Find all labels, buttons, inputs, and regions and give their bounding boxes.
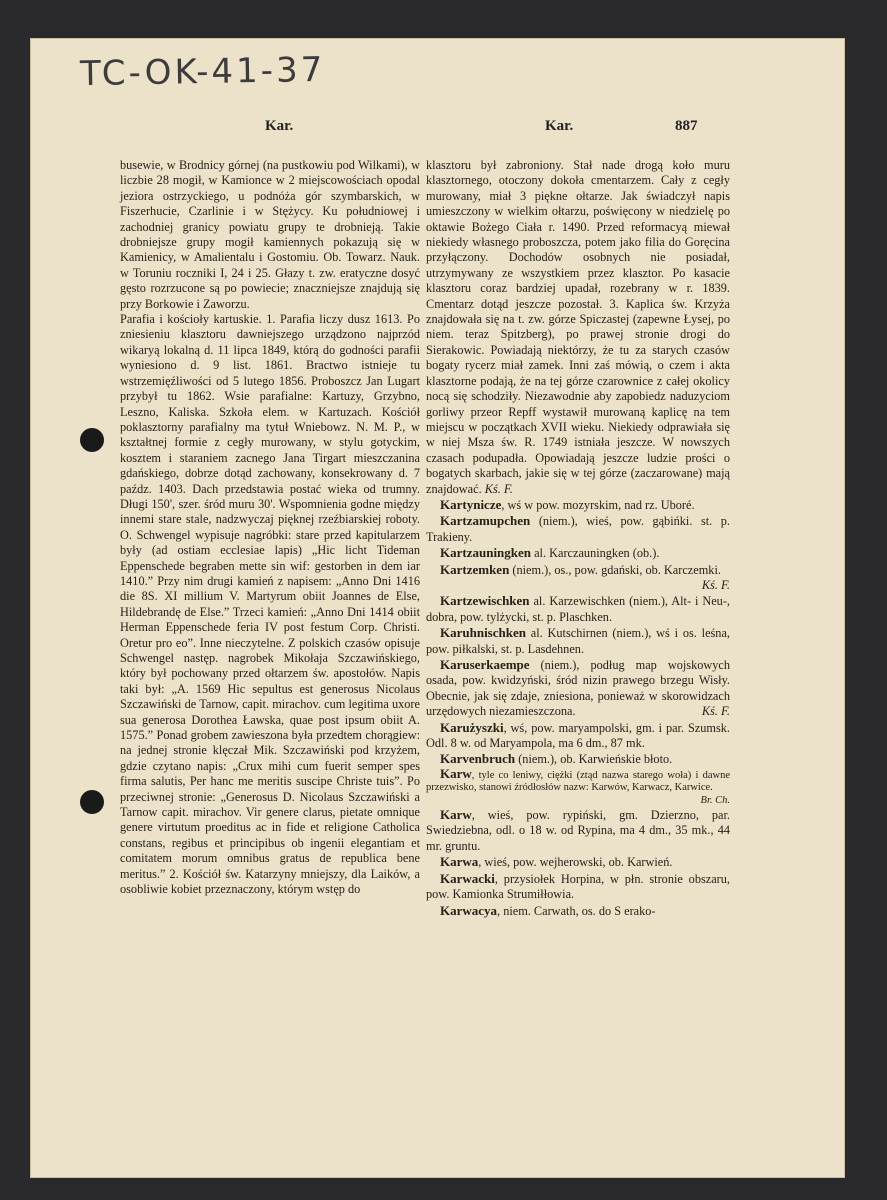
entry-text: , wieś, pow. rypiński, gm. Dzierzno, par. Swiedziebna, odl. o 18 w. od Rypina, ma 4 dm., 35 mk., 44 mr. gruntu.	[426, 808, 730, 853]
entry-text: (niem.), os., pow. gdański, ob. Karczemki.	[509, 562, 721, 577]
left-column	[120, 158, 420, 898]
entry-headword: Kartzewischken	[440, 593, 530, 609]
document-page	[30, 38, 845, 1178]
entry-text: al. Kutschirnen (niem.), wś i os. leśna, pow. piłkalski, st. p. Lasdehnen.	[426, 626, 730, 656]
dictionary-entry	[426, 807, 730, 854]
punch-hole-top	[80, 428, 104, 452]
entry-text: (niem.), podług map wojskowych osada, pow. kwidzyński, śród nizin prawego brzegu Wisły. Obecnie, jak się zdaje, zniesiona, ponieważ w skorowidzach urzędowych niezamieszczona.	[426, 658, 730, 719]
entry-headword: Karw	[440, 807, 472, 823]
entry-text: , przysiołek Horpina, w płn. stronie obszaru, pow. Kamionka Strumiłłowia.	[426, 871, 730, 902]
right-column	[426, 158, 730, 919]
dictionary-entry	[426, 720, 730, 752]
dictionary-entry	[426, 903, 730, 919]
page-number: 887	[675, 118, 698, 134]
entry-text: , wieś, pow. wejherowski, ob. Karwień.	[478, 855, 673, 870]
entry-text: al. Karzewischken (niem.), Alt- i Neu-, dobra, pow. tylżycki, st. p. Plaschken.	[426, 594, 730, 624]
entry-headword: Karwacya	[440, 902, 498, 918]
entry-headword: Kartzauningken	[440, 545, 532, 561]
entry-text: , tyle co leniwy, ciężki (ztąd nazwa starego woła) i dawne przezwisko, stanowi źródłosłów nazw: Karwów, Karwacz, Karwice.	[426, 769, 730, 794]
entry-text: al. Karczauningken (ob.).	[531, 546, 660, 561]
dictionary-entry	[426, 625, 730, 657]
left-paragraph-2: Parafia i kościoły kartuskie. 1. Parafia liczy dusz 1613. Po zniesieniu klasztoru dawniejszego urządzono najprzód wikaryą lokalną d. 11 lipca 1849, którą do godności parafii wyniesiono d. 9 list. 1861. Bractwo istnieje tu wstrzemięźliwości od 5 lutego 1856. Proboszcz Jan Lugart przybył tu 1862. Wsie parafialne: Kartuzy, Grzybno, Leszno, Kaliska. Szkoła elem. w Kartuzach. Kościół poklasztorny parafialny ma tytuł Wniebowz. N. M. P., w kształtnej formie z cegły murowany, w stylu gotyckim, kosztem i staraniem zacnego Jana Tirgart mieszczanina gdańskiego, dobrze dotąd zachowany, konsekrowany d. 7 paźdz. 1403. Dach przedstawia postać wieka od trumny. Długi 150', szer. śród muru 30'. Wspomnienia godne między innemi stare stale, nadzwyczaj pięknej rzeźbiarskiej roboty. O. Schwengel wypisuje nagróbki: stare przed kapitularzem były (ad ostiam ecclesiae lapis) „Hic licht Tideman Eppenschede begraben mette sin wif: gestorben in dem iar 1410.” Przy nim drugi kamień z napisem: „Anno Dni 1416 die 8S. XI millium V. Martyrum obiit Joannes de Else, Hildebrandę de Else.” Trzeci kamień: „Anno Dni 1414 obiit Herman Eppenschede feria IV post festum Corp. Christi. Oretur pro eo”. Inne nieczytelne. Z polskich czasów opisuje Schwengel następ. nagrobek Mikołaja Szczawińskiego, który był pochowany przed ołtarzem św. apostołów. Napis taki był: „A. 1569 Hic sepultus est generosus Nicolaus Szczawiński de Tarnow, capit. mirachov. cum legitima uxore sua generosa Dorothea Ławska, quae post ipsum obiit A. 1575.” Ponad grobem zawieszona była przedtem chorągiew: na jednej stronie klęczał Mik. Szczawiński pod krzyżem, gdzie czytano napis: „Crux mihi cum fuerit semper spes firma salutis, Per hanc me meritis suscipe Christe tuis”. Po przeciwnej stronie: „Generosus D. Nicolaus Szczawiński a Tarnow capit. mirachov. Vir genere clarus, pietate omnique genere virtutum proeditus ac in fide et religione Catholica constans, regibus et principibus ob ingenii elegantiam et comitatem morum omnibus gratus de republica bene meritus.” 2. Kościół św. Katarzyny mniejszy, dla Laików, a osobliwie kobiet przeznaczony, którym wstęp do	[120, 312, 420, 897]
handwritten-catalog-number: TC-OK-41-37	[79, 49, 326, 95]
header-center: Kar.	[545, 118, 574, 134]
entry-signature: Kś. F.	[701, 704, 730, 719]
entry-headword: Kartynicze	[440, 496, 502, 512]
entry-signature: Kś. F.	[701, 577, 730, 592]
dictionary-entry	[426, 854, 730, 870]
entry-text: (niem.), wieś, pow. gąbińki. st. p. Trakieny.	[426, 514, 730, 544]
dictionary-entry	[426, 513, 730, 545]
entries-list	[426, 497, 730, 919]
entry-headword: Karuhnischken	[440, 625, 526, 641]
entry-headword: Kartzemken	[440, 561, 510, 577]
entry-headword: Karużyszki	[440, 719, 504, 735]
entry-text: , niem. Carwath, os. do S erako-	[497, 903, 656, 918]
entry-headword: Karvenbruch	[440, 751, 516, 767]
entry-headword: Karuserkaempe	[440, 657, 530, 672]
entry-headword: Karw	[440, 765, 472, 781]
header-left: Kar.	[265, 118, 294, 134]
entry-text: , wś w pow. mozyrskim, nad rz. Uboré.	[501, 497, 695, 512]
entry-text: , wś, pow. maryampolski, gm. i par. Szumsk. Odl. 8 w. od Maryampola, ma 6 dm., 87 mk.	[426, 720, 730, 751]
entry-headword: Karwa	[440, 854, 479, 870]
right-intro: klasztoru był zabroniony. Stał nade drogą koło muru klasztornego, otoczony dokoła cmentarzem. Cały z cegły murowany, miał 3 piękne ołtarze. Jak świadczył napis umieszczony w wielkim ołtarzu, poświęcony w niedzielę po oktawie Bożego Ciała r. 1490. Przed reformacyą miewał niekiedy własnego proboszcza, potem jako filia do Goręcina przyłączony. Dochodów osobnych nie posiadał, utrzymywany ze wszystkiem przez klasztor. Po kasacie klasztoru coraz bardziej upadał, rozebrany w r. 1839. Cmentarz dotąd jeszcze pozostał. 3. Kaplica św. Krzyża znajdowała się na t. zw. górze Spiczastej (zapewne Łysej, po niem. teraz Spitzberg), po prawej stronie drogi do Sierakowic. Powiadają niektórzy, że tu za starych czasów bogaty rycerz miał zamek. Inni zaś mówią, o czem i akta klasztorne podają, że na tej górze czarownice z całej okolicy nocą się schodziły. Niezawodnie aby zapobiedz naduzyciom gorliwy przeor Repff wystawił murowaną kaplicę na tem miejscu w początkach XVII wieku. Niekiedy odprawiała się w niej Msza św. R. 1749 istniała jeszcze. W nowszych czasach podupadła. Opowiadają jeszcze ludzie prości o bogatych skarbach, jakie się w tej górze (zaczarowane) mają znajdować. Kś. F.	[426, 158, 730, 496]
entry-headword: Karwacki	[440, 870, 495, 886]
entry-signature: Br. Ch.	[700, 794, 730, 806]
dictionary-entry	[426, 545, 730, 561]
dictionary-entry	[426, 871, 730, 903]
dictionary-entry	[426, 593, 730, 625]
entry-headword: Kartzamupchen	[440, 513, 531, 529]
punch-hole-bottom	[80, 790, 104, 814]
left-paragraph-1: busewie, w Brodnicy górnej (na pustkowiu pod Wilkami), w liczbie 28 mogił, w Kamionce w 2 miejscowościach opodal jeziora ostrzyckiego, u podnóża gór szymbarskich, w Fiszerhucie, Czarlinie i w Stężycy. Ku południowej i zachodniej granicy powiatu grupy te drobnieją. Takie drobniejsze grupy mogił kamiennych pokazują się w Kamienicy, w Amalientalu i Gostomiu. Ob. Towarz. Nauk. w Toruniu roczniki I, 24 i 25. Głazy t. zw. eratyczne dosyć gęsto rozrzucone są po powiecie; znaczniejsze znajdują się przy Borkowie i Zaworzu.	[120, 158, 420, 311]
dictionary-entry	[426, 562, 730, 594]
entry-text: (niem.), ob. Karwieńskie błoto.	[515, 752, 673, 767]
dictionary-entry	[426, 497, 730, 513]
dictionary-entry	[426, 765, 730, 807]
intro-signature: Kś. F.	[484, 481, 513, 496]
dictionary-entry	[426, 657, 730, 720]
